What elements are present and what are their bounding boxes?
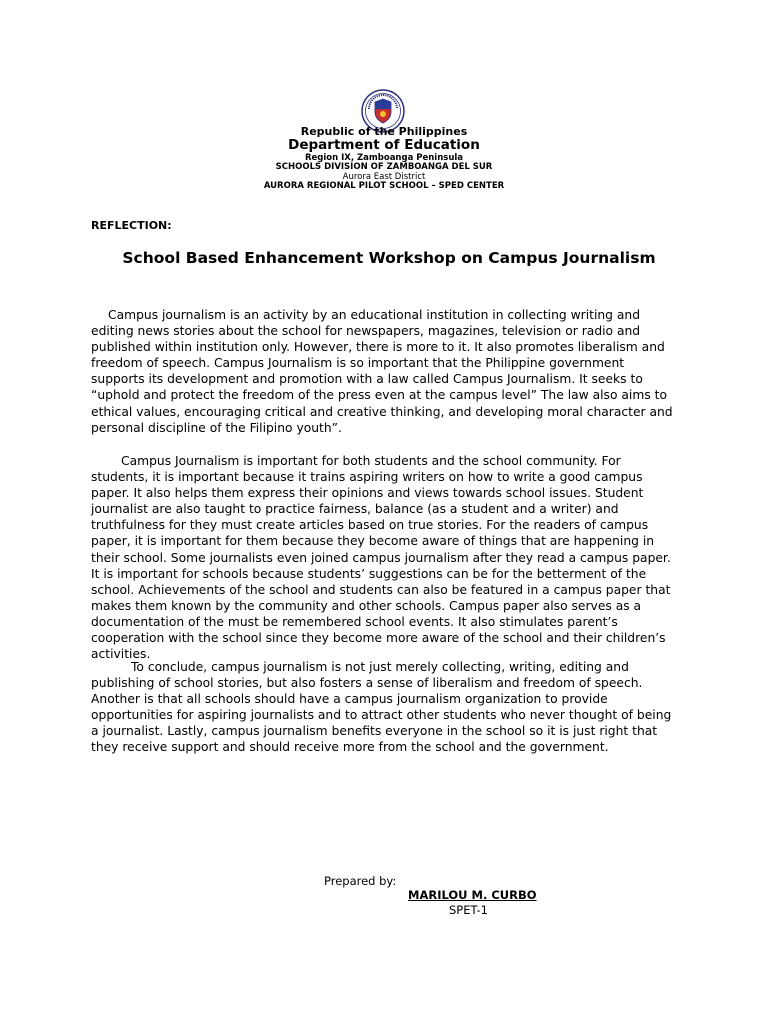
letterhead-republic: Republic of the Philippines <box>300 125 468 138</box>
letterhead-district: Aurora East District <box>342 172 426 182</box>
paragraph-1: Campus journalism is an activity by an educational institution in collecting writing and editing news stories about the school for newspapers, magazines, television or radio and published within institution only. However, there is more to it. It also promotes liberalism and freedom of speech. Campus Journalism is so important that the Philippine government supports its development and promotion with a law called Campus Journalism. It seeks to “uphold and protect the freedom of the press even at the campus level” The law also aims to ethical values, encouraging critical and creative thinking, and developing moral character and personal discipline of the Filipino youth”. <box>91 308 673 435</box>
paragraph-3: To conclude, campus journalism is not just merely collecting, writing, editing and publishing of school stories, but also fosters a sense of liberalism and freedom of speech. Another is that all schools should have a campus journalism organization to provide opportunities for aspiring journalists and to attract other students who never thought of being a journalist. Lastly, campus journalism benefits everyone in the school so it is just right that they receive support and should receive more from the school and the government. <box>91 660 672 755</box>
letterhead-region: Region IX, Zamboanga Peninsula <box>304 153 464 163</box>
signatory-name: MARILOU M. CURBO <box>408 888 537 902</box>
letterhead-division: SCHOOLS DIVISION OF ZAMBOANGA DEL SUR <box>275 162 493 172</box>
reflection-label: REFLECTION: <box>91 219 172 232</box>
paragraph-2: Campus Journalism is important for both students and the school community. For students, it is important because it trains aspiring writers on how to write a good campus paper. It also helps them express their opinions and views towards school issues. Student journalist are also taught to practice fairness, balance (as a student and a writer) and truthfulness for they must create articles based on true stories. For the readers of campus paper, it is important for them because they become aware of things that are happening in their school. Some journalists even joined campus journalism after they read a campus paper. It is important for schools because students’ suggestions can be for the betterment of the school. Achievements of the school and students can also be featured in a campus paper that makes them known by the community and other schools. Campus paper also serves as a documentation of the must be remembered school events. It also stimulates parent’s cooperation with the school since they become more aware of the school and their children’s activities. <box>91 454 671 662</box>
signatory-position: SPET-1 <box>449 903 488 917</box>
prepared-by-label: Prepared by: <box>324 874 397 888</box>
letterhead-school: AURORA REGIONAL PILOT SCHOOL – SPED CENTER <box>263 181 505 191</box>
document-title: School Based Enhancement Workshop on Campus Journalism <box>122 249 656 267</box>
letterhead-department: Department of Education <box>288 137 480 153</box>
